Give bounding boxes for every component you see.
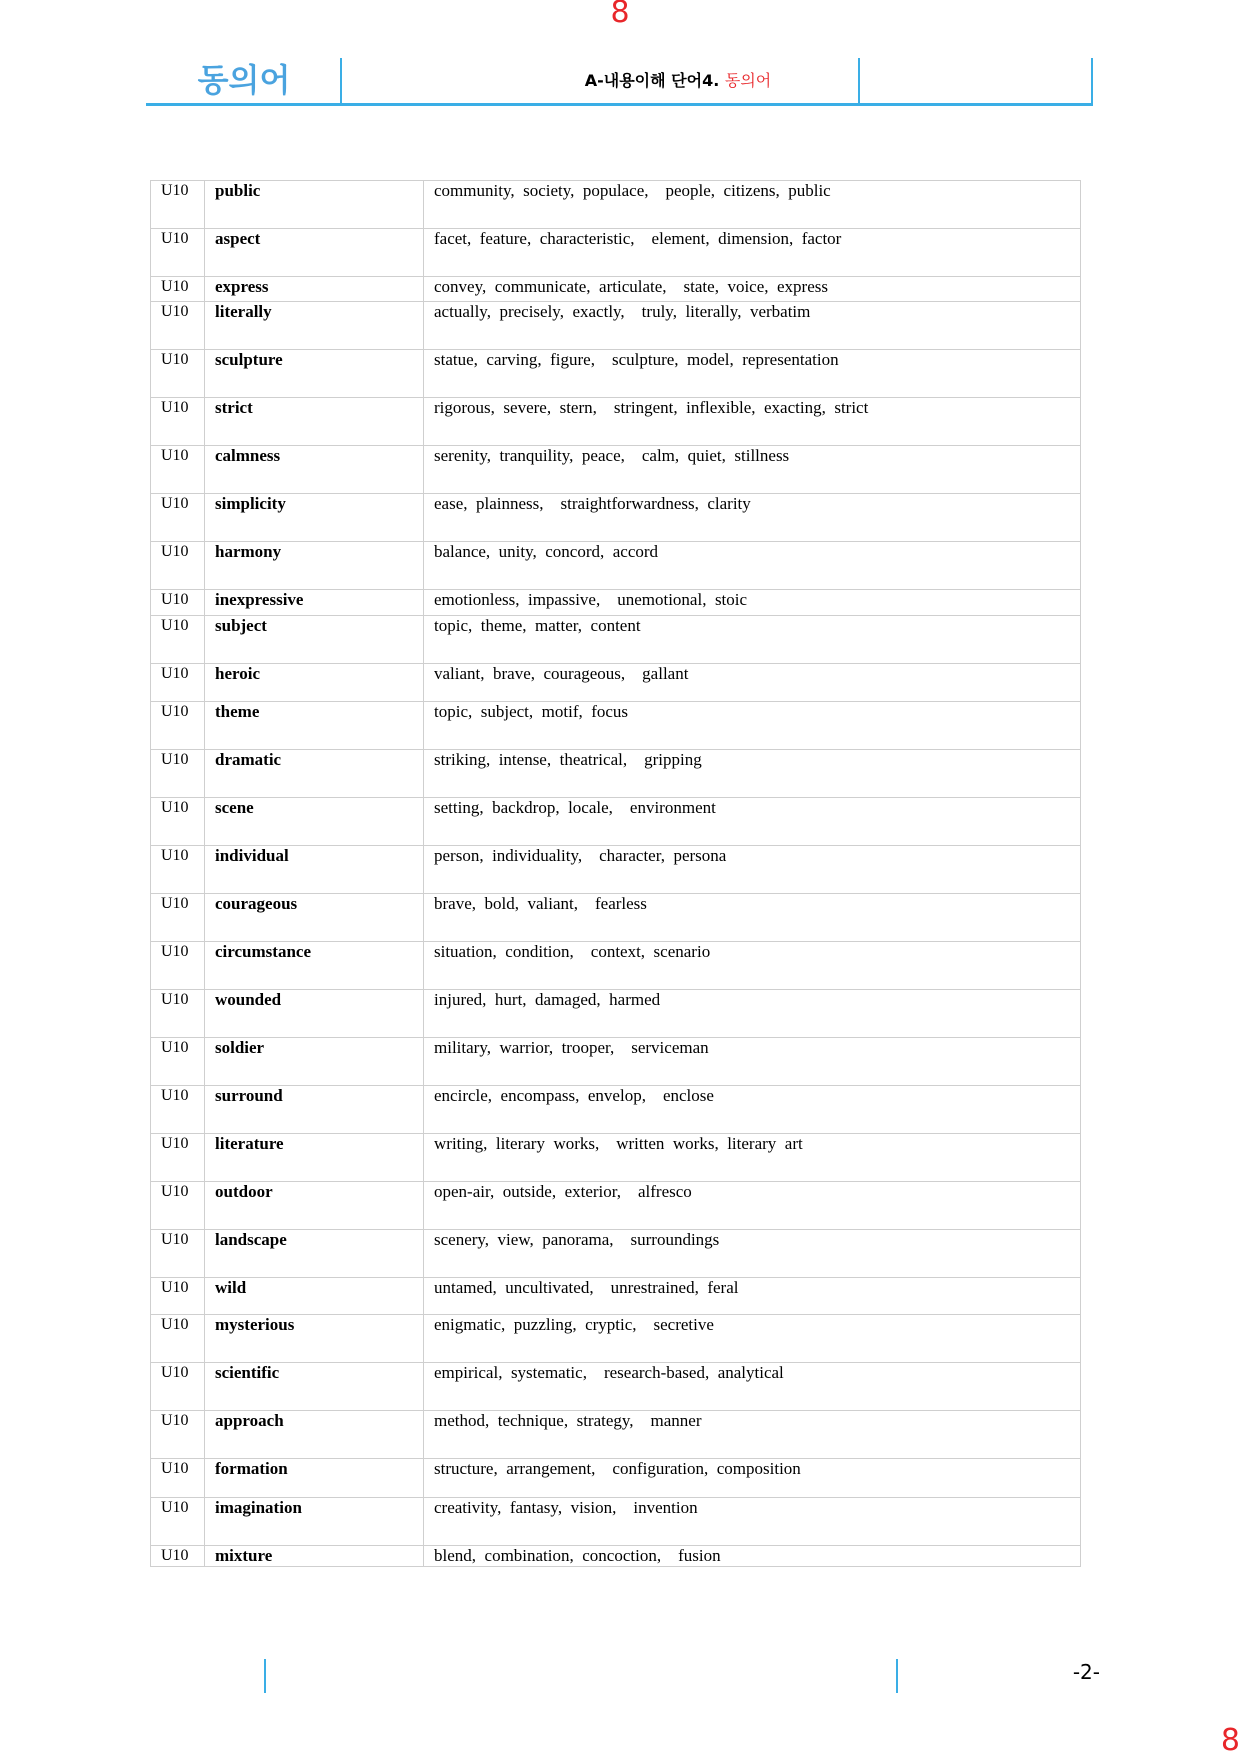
unit-cell: U10 xyxy=(151,277,205,302)
word-cell: mysterious xyxy=(205,1315,424,1363)
table-row xyxy=(151,229,1081,277)
synonyms-cell: injured, hurt, damaged, harmed xyxy=(424,990,1081,1038)
word-cell: express xyxy=(205,277,424,302)
word-cell: strict xyxy=(205,398,424,446)
header-subtitle-main: A-내용이해 단어4. xyxy=(584,71,720,90)
synonym-table xyxy=(150,180,1081,1567)
header-subtitle xyxy=(344,58,1012,103)
word-cell: formation xyxy=(205,1459,424,1498)
synonyms-cell: untamed, uncultivated, unrestrained, feral xyxy=(424,1278,1081,1315)
unit-cell: U10 xyxy=(151,1498,205,1546)
synonyms-cell: empirical, systematic, research-based, analytical xyxy=(424,1363,1081,1411)
word-cell: theme xyxy=(205,702,424,750)
synonyms-cell: ease, plainness, straightforwardness, clarity xyxy=(424,494,1081,542)
table-row xyxy=(151,446,1081,494)
unit-cell: U10 xyxy=(151,702,205,750)
unit-cell: U10 xyxy=(151,1086,205,1134)
synonyms-cell: striking, intense, theatrical, gripping xyxy=(424,750,1081,798)
unit-cell: U10 xyxy=(151,1411,205,1459)
table-row xyxy=(151,702,1081,750)
synonyms-cell: scenery, view, panorama, surroundings xyxy=(424,1230,1081,1278)
word-cell: individual xyxy=(205,846,424,894)
word-cell: wounded xyxy=(205,990,424,1038)
word-cell: literally xyxy=(205,302,424,350)
word-cell: circumstance xyxy=(205,942,424,990)
word-cell: literature xyxy=(205,1134,424,1182)
table-row xyxy=(151,1182,1081,1230)
table-row xyxy=(151,1498,1081,1546)
word-cell: sculpture xyxy=(205,350,424,398)
unit-cell: U10 xyxy=(151,616,205,664)
table-row xyxy=(151,942,1081,990)
unit-cell: U10 xyxy=(151,590,205,616)
table-row xyxy=(151,750,1081,798)
unit-cell: U10 xyxy=(151,446,205,494)
synonyms-cell: community, society, populace, people, citizens, public xyxy=(424,181,1081,229)
unit-cell: U10 xyxy=(151,1315,205,1363)
word-cell: public xyxy=(205,181,424,229)
word-cell: imagination xyxy=(205,1498,424,1546)
word-cell: approach xyxy=(205,1411,424,1459)
word-cell: dramatic xyxy=(205,750,424,798)
table-row xyxy=(151,494,1081,542)
table-row xyxy=(151,1230,1081,1278)
table-row xyxy=(151,1546,1081,1567)
unit-cell: U10 xyxy=(151,181,205,229)
synonym-table-body xyxy=(151,181,1081,1567)
word-cell: subject xyxy=(205,616,424,664)
synonyms-cell: actually, precisely, exactly, truly, literally, verbatim xyxy=(424,302,1081,350)
table-row xyxy=(151,846,1081,894)
word-cell: calmness xyxy=(205,446,424,494)
table-row xyxy=(151,1459,1081,1498)
page-number: -2- xyxy=(1072,1660,1100,1684)
word-cell: outdoor xyxy=(205,1182,424,1230)
table-row xyxy=(151,1411,1081,1459)
header-title: 동의어 xyxy=(197,61,291,99)
unit-cell: U10 xyxy=(151,494,205,542)
word-cell: soldier xyxy=(205,1038,424,1086)
unit-cell: U10 xyxy=(151,398,205,446)
synonyms-cell: blend, combination, concoction, fusion xyxy=(424,1546,1081,1567)
header-subtitle-accent: 동의어 xyxy=(724,71,772,90)
table-row xyxy=(151,616,1081,664)
synonyms-cell: brave, bold, valiant, fearless xyxy=(424,894,1081,942)
synonyms-cell: facet, feature, characteristic, element, dimension, factor xyxy=(424,229,1081,277)
synonyms-cell: balance, unity, concord, accord xyxy=(424,542,1081,590)
page-header xyxy=(146,58,1093,106)
header-divider-left xyxy=(340,58,342,103)
table-row xyxy=(151,1363,1081,1411)
word-cell: wild xyxy=(205,1278,424,1315)
table-row xyxy=(151,894,1081,942)
footer-divider-left xyxy=(264,1659,266,1693)
unit-cell: U10 xyxy=(151,1230,205,1278)
unit-cell: U10 xyxy=(151,894,205,942)
table-row xyxy=(151,181,1081,229)
unit-cell: U10 xyxy=(151,750,205,798)
synonyms-cell: serenity, tranquility, peace, calm, quiet, stillness xyxy=(424,446,1081,494)
unit-cell: U10 xyxy=(151,990,205,1038)
table-row xyxy=(151,1086,1081,1134)
unit-cell: U10 xyxy=(151,302,205,350)
word-cell: simplicity xyxy=(205,494,424,542)
word-cell: surround xyxy=(205,1086,424,1134)
synonyms-cell: structure, arrangement, configuration, composition xyxy=(424,1459,1081,1498)
unit-cell: U10 xyxy=(151,1363,205,1411)
page-marker-top: 8 xyxy=(610,0,630,30)
unit-cell: U10 xyxy=(151,664,205,702)
unit-cell: U10 xyxy=(151,1546,205,1567)
synonyms-cell: open-air, outside, exterior, alfresco xyxy=(424,1182,1081,1230)
synonyms-cell: convey, communicate, articulate, state, voice, express xyxy=(424,277,1081,302)
unit-cell: U10 xyxy=(151,1134,205,1182)
synonyms-cell: enigmatic, puzzling, cryptic, secretive xyxy=(424,1315,1081,1363)
word-cell: inexpressive xyxy=(205,590,424,616)
unit-cell: U10 xyxy=(151,542,205,590)
synonyms-cell: military, warrior, trooper, serviceman xyxy=(424,1038,1081,1086)
table-row xyxy=(151,798,1081,846)
synonyms-cell: method, technique, strategy, manner xyxy=(424,1411,1081,1459)
word-cell: mixture xyxy=(205,1546,424,1567)
table-row xyxy=(151,542,1081,590)
word-cell: scene xyxy=(205,798,424,846)
table-row xyxy=(151,590,1081,616)
unit-cell: U10 xyxy=(151,229,205,277)
footer-divider-right xyxy=(896,1659,898,1693)
unit-cell: U10 xyxy=(151,846,205,894)
unit-cell: U10 xyxy=(151,798,205,846)
table-row xyxy=(151,350,1081,398)
synonyms-cell: statue, carving, figure, sculpture, model, representation xyxy=(424,350,1081,398)
unit-cell: U10 xyxy=(151,1459,205,1498)
unit-cell: U10 xyxy=(151,1278,205,1315)
word-cell: harmony xyxy=(205,542,424,590)
word-cell: courageous xyxy=(205,894,424,942)
synonyms-cell: topic, subject, motif, focus xyxy=(424,702,1081,750)
page-marker-corner: 8 xyxy=(1220,1723,1240,1758)
table-row xyxy=(151,302,1081,350)
table-row xyxy=(151,1278,1081,1315)
table-row xyxy=(151,398,1081,446)
table-row xyxy=(151,664,1081,702)
unit-cell: U10 xyxy=(151,350,205,398)
word-cell: landscape xyxy=(205,1230,424,1278)
table-row xyxy=(151,1315,1081,1363)
word-cell: heroic xyxy=(205,664,424,702)
synonyms-cell: situation, condition, context, scenario xyxy=(424,942,1081,990)
header-divider-right xyxy=(1091,58,1093,103)
header-divider-middle xyxy=(858,58,860,103)
synonyms-cell: writing, literary works, written works, literary art xyxy=(424,1134,1081,1182)
table-row xyxy=(151,990,1081,1038)
synonyms-cell: creativity, fantasy, vision, invention xyxy=(424,1498,1081,1546)
unit-cell: U10 xyxy=(151,942,205,990)
table-row xyxy=(151,1134,1081,1182)
synonyms-cell: encircle, encompass, envelop, enclose xyxy=(424,1086,1081,1134)
synonyms-cell: topic, theme, matter, content xyxy=(424,616,1081,664)
table-row xyxy=(151,1038,1081,1086)
table-row xyxy=(151,277,1081,302)
unit-cell: U10 xyxy=(151,1038,205,1086)
word-cell: scientific xyxy=(205,1363,424,1411)
synonyms-cell: valiant, brave, courageous, gallant xyxy=(424,664,1081,702)
synonyms-cell: setting, backdrop, locale, environment xyxy=(424,798,1081,846)
synonyms-cell: rigorous, severe, stern, stringent, inflexible, exacting, strict xyxy=(424,398,1081,446)
unit-cell: U10 xyxy=(151,1182,205,1230)
word-cell: aspect xyxy=(205,229,424,277)
synonyms-cell: person, individuality, character, persona xyxy=(424,846,1081,894)
synonyms-cell: emotionless, impassive, unemotional, stoic xyxy=(424,590,1081,616)
